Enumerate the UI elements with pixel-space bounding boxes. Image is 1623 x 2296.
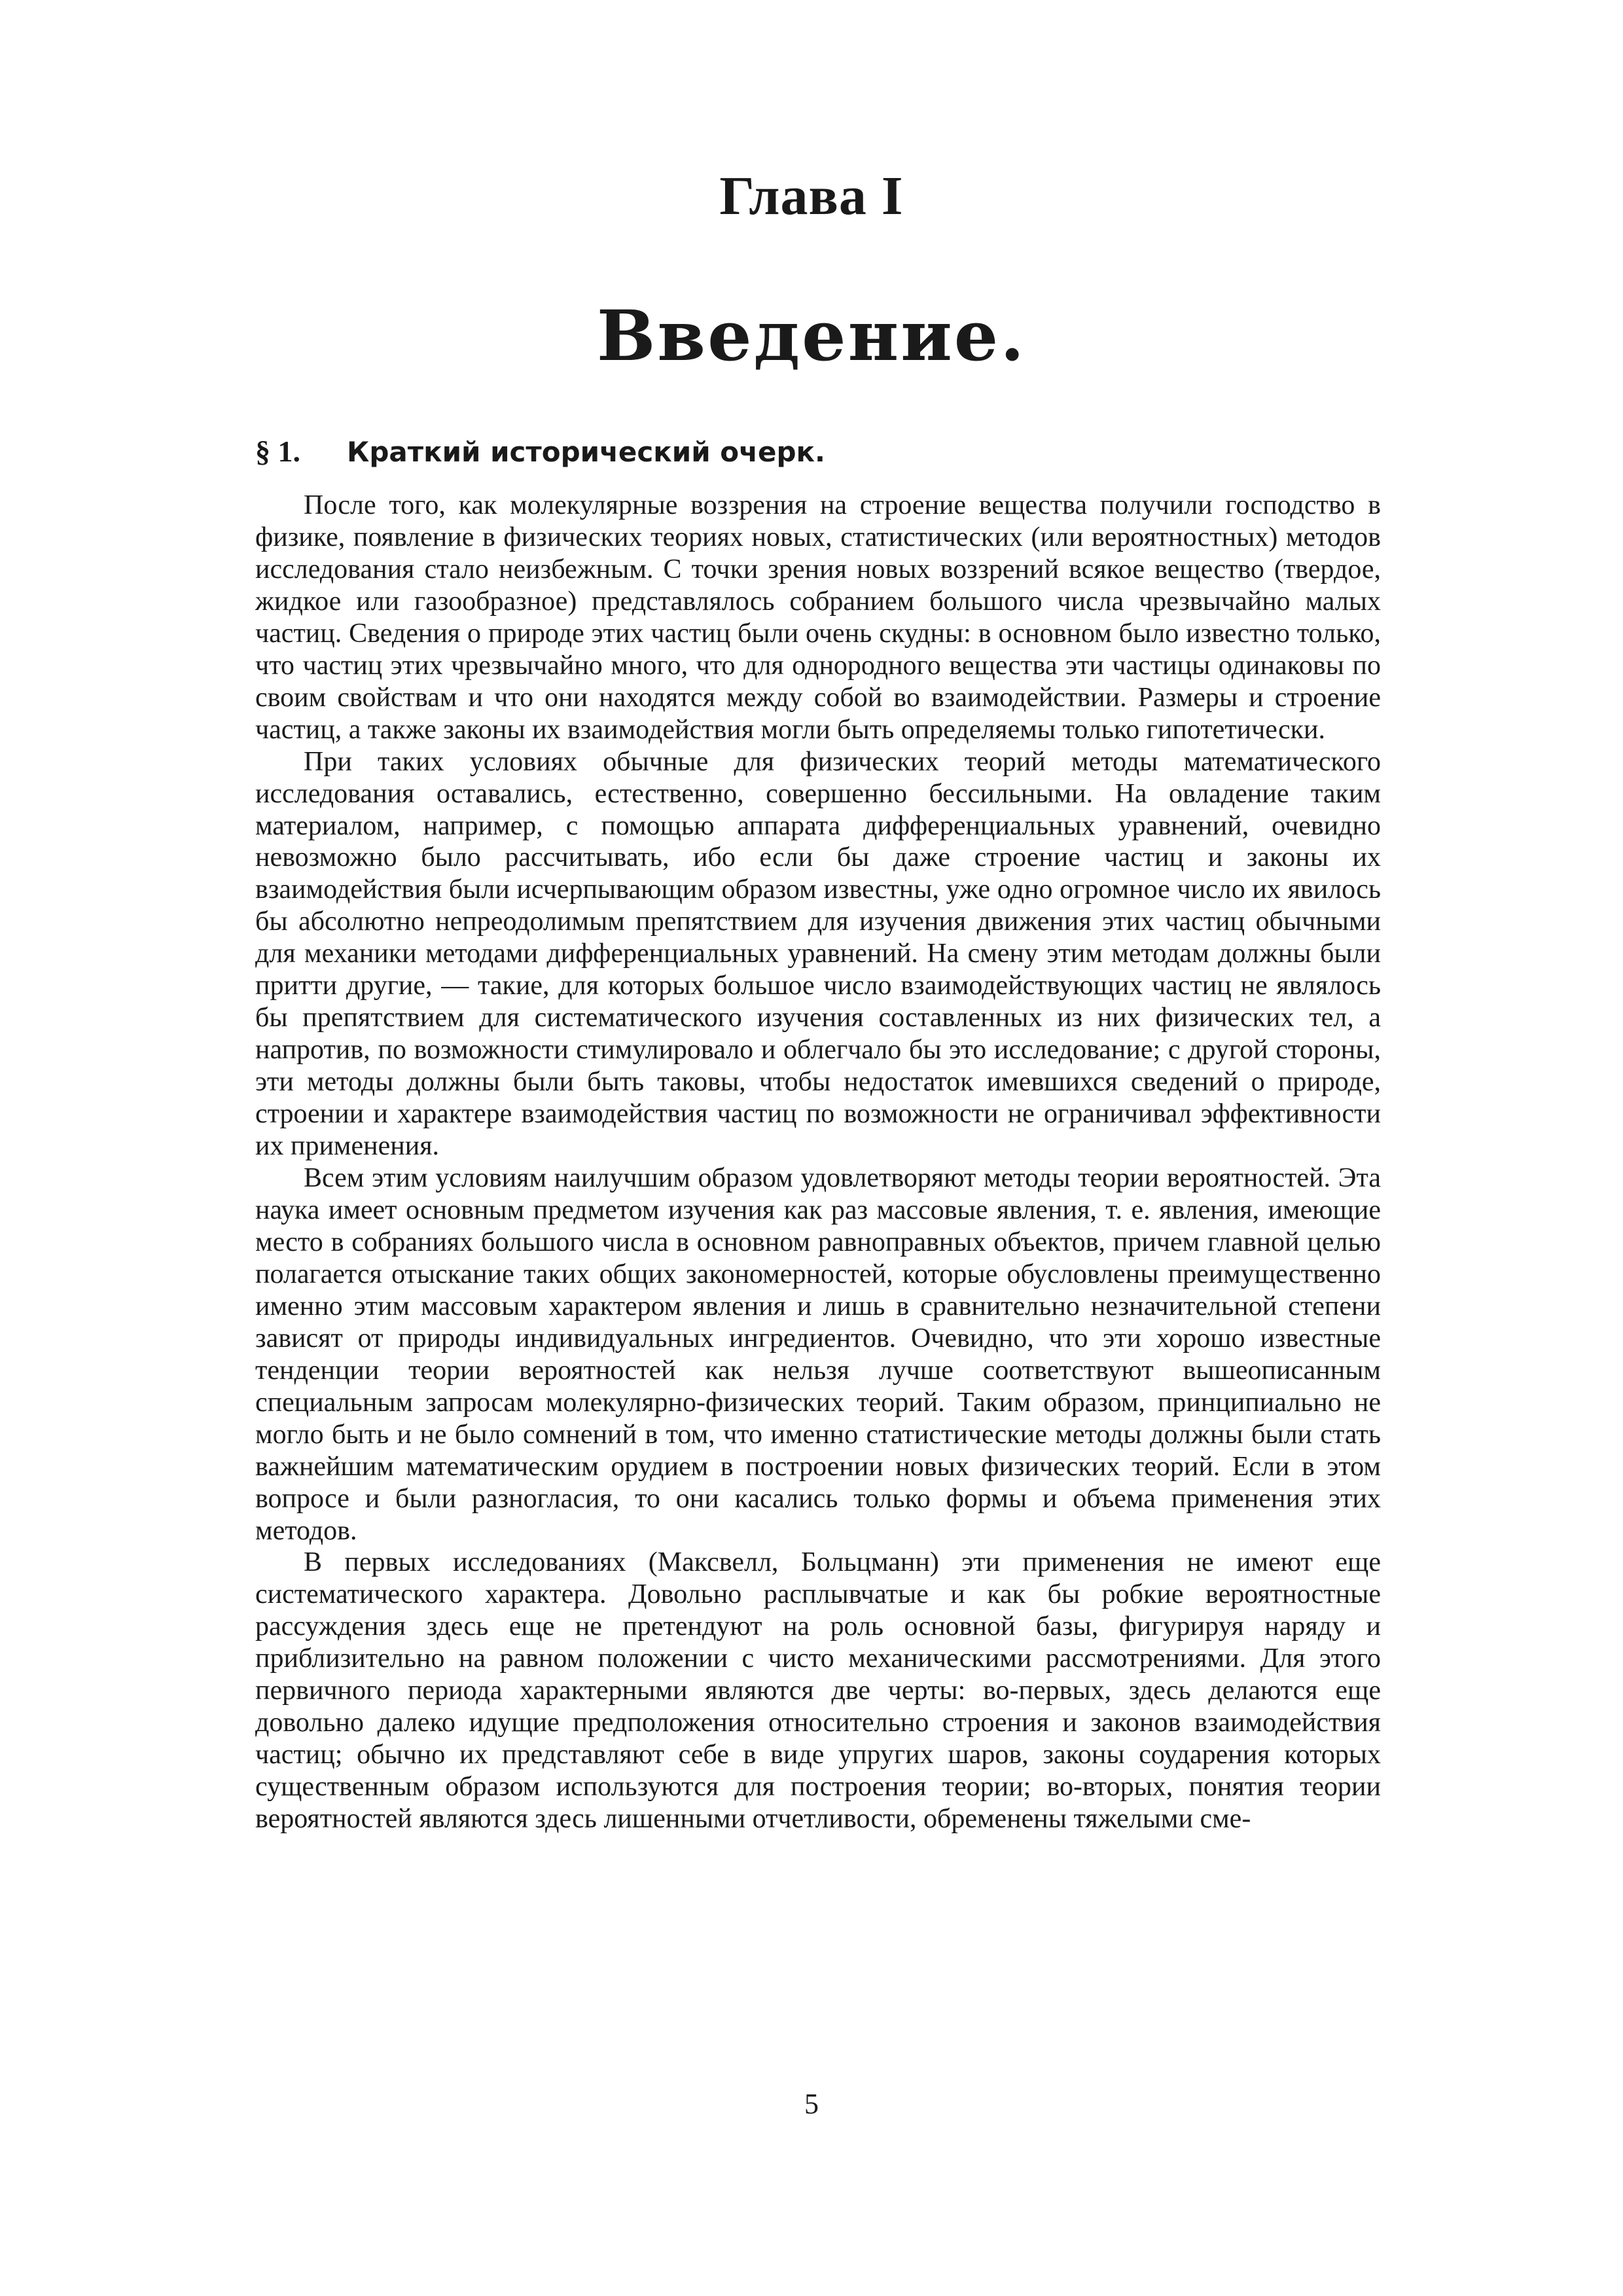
section-number: § 1. <box>255 435 300 468</box>
chapter-label: Глава I <box>719 166 904 226</box>
paragraph-3: Всем этим условиям наилучшим образом удовлетворяют методы теории вероятностей. Эта наука имеет основным предметом изучения как раз массовые явления, т. е. явления, имеющие место в собраниях большого числа в основном равноправных объектов, причем главной целью полагается отыскание таких общих закономерностей, которые обусловлены преимущественно именно этим массовым характером явления и лишь в сравнительно незначительной степени зависят от природы индивидуальных ингредиентов. Очевидно, что эти хорошо известные тенденции теории вероятностей как нельзя лучше соответствуют вышеописанным специальным запросам молекулярно-физических теорий. Таким образом, принципиально не могло быть и не было сомнений в том, что именно статистические методы должны были стать важнейшим математическим орудием в построении новых физических теорий. Если в этом вопросе и были разногласия, то они касались только формы и объема применения этих методов. <box>255 1163 1381 1546</box>
section-heading <box>255 425 825 478</box>
body-text <box>255 490 1381 1835</box>
section-title: Краткий исторический очерк. <box>347 436 825 468</box>
paragraph-2: При таких условиях обычные для физических теорий методы математического исследования оставались, естественно, совершенно бессильными. На овладение таким материалом, например, с помощью аппарата дифференциальных уравнений, очевидно невозможно было рассчитывать, ибо если бы даже строение частиц и законы их взаимодействия были исчерпывающим образом известны, уже одно огромное число их явилось бы абсолютно непреодолимым препятствием для изучения движения этих частиц обычными для механики методами дифференциальных уравнений. На смену этим методам должны были притти другие, — такие, для которых большое число взаимодействующих частиц не являлось бы препятствием для систематического изучения составленных из них физических тел, а напротив, по возможности стимулировало и облегчало бы это исследование; с другой стороны, эти методы должны были быть таковы, чтобы недостаток имевшихся сведений о природе, строении и характере взаимодействия частиц по возможности не ограничивал эффективности их применения. <box>255 746 1381 1162</box>
page-number: 5 <box>804 2088 819 2120</box>
paragraph-1: После того, как молекулярные воззрения на строение вещества получили господство в физике, появление в физических теориях новых, статистических (или вероятностных) методов исследования стало неизбежным. С точки зрения новых воззрений всякое вещество (твердое, жидкое или газообразное) представлялось собранием большого числа чрезвычайно малых частиц. Сведения о природе этих частиц были очень скудны: в основном было известно только, что частиц этих чрезвычайно много, что для однородного вещества эти частицы одинаковы по своим свойствам и что они находятся между собой во взаимодействии. Размеры и строение частиц, а также законы их взаимодействия могли быть определяемы только гипотетически. <box>255 490 1381 745</box>
chapter-title: Введение. <box>596 295 1027 376</box>
paragraph-4: В первых исследованиях (Максвелл, Больцманн) эти применения не имеют еще систематического характера. Довольно расплывчатые и как бы робкие вероятностные рассуждения здесь еще не претендуют на роль основной базы, фигурируя наряду и приблизительно на равном положении с чисто механическими рассмотрениями. Для этого первичного периода характерными являются две черты: во-первых, здесь делаются еще довольно далеко идущие предположения относительно строения и законов взаимодействия частиц; обычно их представляют себе в виде упругих шаров, законы соударения которых существенным образом используются для построения теории; во-вторых, понятия теории вероятностей являются здесь лишенными отчетливости, обременены тяжелыми сме- <box>255 1547 1381 1835</box>
